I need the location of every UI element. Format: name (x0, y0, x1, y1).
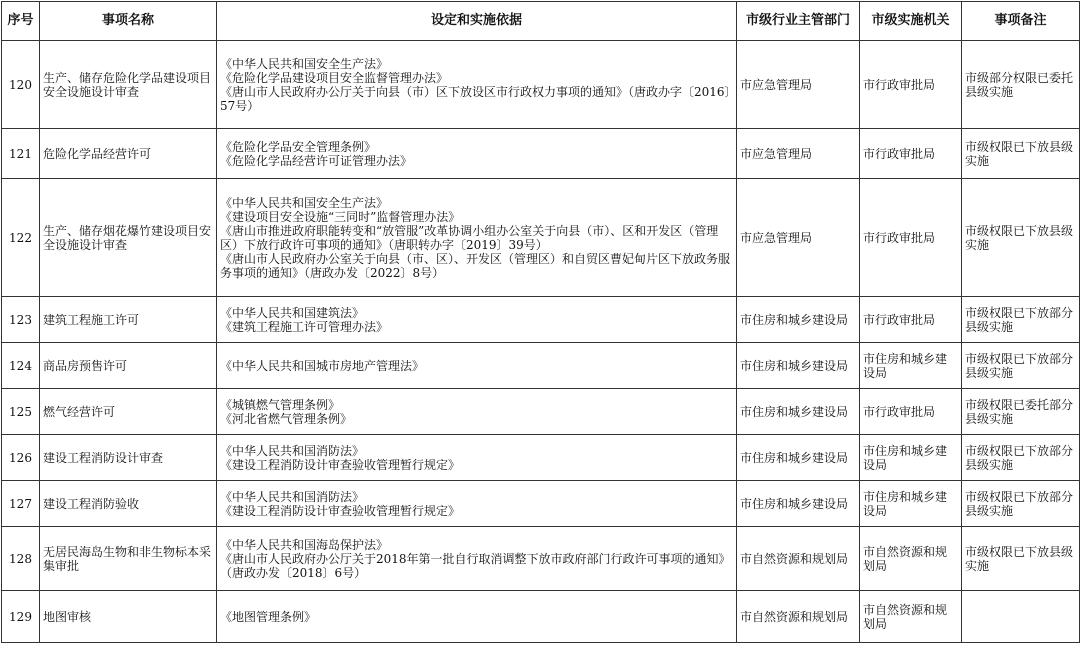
row-dept: 市应急管理局 (737, 129, 860, 179)
header-row (2, 2, 1080, 41)
row-basis (217, 179, 737, 297)
row-seq: 126 (2, 435, 40, 481)
row-agency: 市住房和城乡建设局 (860, 481, 962, 527)
row-note: 市级权限已下放部分县级实施 (962, 297, 1080, 343)
row-dept: 市住房和城乡建设局 (737, 481, 860, 527)
table-row (2, 591, 1080, 643)
row-note (962, 591, 1080, 643)
row-seq: 127 (2, 481, 40, 527)
row-dept: 市应急管理局 (737, 41, 860, 129)
table-row (2, 343, 1080, 389)
basis-line: 《建设项目安全设施“三同时”监督管理办法》 (220, 209, 461, 224)
basis-line: 《唐山市人民政府办公室关于向县（市、区）、开发区（管理区）和自贸区曹妃甸片区下放政务服务事项的通知》（唐政办发〔2022〕8号） (220, 251, 731, 280)
row-note: 市级权限已下放县级实施 (962, 129, 1080, 179)
row-dept: 市自然资源和规划局 (737, 591, 860, 643)
row-seq: 124 (2, 343, 40, 389)
row-basis (217, 389, 737, 435)
basis-line: 《危险化学品经营许可证管理办法》 (220, 153, 413, 168)
row-seq: 122 (2, 179, 40, 297)
row-seq: 128 (2, 527, 40, 591)
basis-line: 《中华人民共和国建筑法》 (220, 305, 365, 320)
row-agency: 市自然资源和规划局 (860, 591, 962, 643)
header-name: 事项名称 (40, 2, 217, 41)
table-body (2, 41, 1080, 643)
basis-line: 《建设工程消防设计审查验收管理暂行规定》 (220, 503, 461, 518)
row-agency: 市行政审批局 (860, 129, 962, 179)
row-dept: 市自然资源和规划局 (737, 527, 860, 591)
row-name: 无居民海岛生物和非生物标本采集审批 (40, 527, 217, 591)
row-name: 地图审核 (40, 591, 217, 643)
basis-line: 《建筑工程施工许可管理办法》 (220, 319, 389, 334)
row-basis (217, 41, 737, 129)
table-row (2, 527, 1080, 591)
row-dept: 市住房和城乡建设局 (737, 435, 860, 481)
basis-line: 《河北省燃气管理条例》 (220, 411, 353, 426)
basis-line: 《地图管理条例》 (220, 609, 317, 624)
row-agency: 市行政审批局 (860, 297, 962, 343)
basis-line: 《中华人民共和国城市房地产管理法》 (220, 358, 425, 373)
basis-line: 《中华人民共和国安全生产法》 (220, 195, 389, 210)
row-basis (217, 297, 737, 343)
basis-line: 《城镇燃气管理条例》 (220, 397, 341, 412)
table-row (2, 41, 1080, 129)
header-agency: 市级实施机关 (860, 2, 962, 41)
row-agency: 市行政审批局 (860, 41, 962, 129)
row-note: 市级权限已下放县级实施 (962, 527, 1080, 591)
row-name: 燃气经营许可 (40, 389, 217, 435)
basis-line: 《危险化学品建设项目安全监督管理办法》 (220, 70, 449, 85)
row-seq: 123 (2, 297, 40, 343)
row-dept: 市应急管理局 (737, 179, 860, 297)
row-name: 生产、储存烟花爆竹建设项目安全设施设计审查 (40, 179, 217, 297)
basis-line: 《唐山市人民政府办公厅关于向县（市）区下放设区市行政权力事项的通知》（唐政办字〔2016〕57号） (220, 84, 731, 113)
table-row (2, 179, 1080, 297)
header-note: 事项备注 (962, 2, 1080, 41)
row-basis (217, 343, 737, 389)
row-name: 建设工程消防验收 (40, 481, 217, 527)
header-dept: 市级行业主管部门 (737, 2, 860, 41)
row-seq: 121 (2, 129, 40, 179)
row-basis (217, 129, 737, 179)
row-name: 建筑工程施工许可 (40, 297, 217, 343)
row-basis (217, 435, 737, 481)
header-seq: 序号 (2, 2, 40, 41)
row-note: 市级权限已下放部分县级实施 (962, 343, 1080, 389)
row-note: 市级权限已下放部分县级实施 (962, 481, 1080, 527)
row-basis (217, 527, 737, 591)
row-agency: 市行政审批局 (860, 179, 962, 297)
row-seq: 125 (2, 389, 40, 435)
table-row (2, 435, 1080, 481)
row-note: 市级权限已委托部分县级实施 (962, 389, 1080, 435)
table-row (2, 481, 1080, 527)
permit-table (1, 1, 1080, 643)
row-note: 市级部分权限已委托县级实施 (962, 41, 1080, 129)
row-agency: 市住房和城乡建设局 (860, 343, 962, 389)
row-agency: 市自然资源和规划局 (860, 527, 962, 591)
table-row (2, 389, 1080, 435)
row-agency: 市住房和城乡建设局 (860, 435, 962, 481)
basis-line: 《中华人民共和国消防法》 (220, 443, 365, 458)
row-name: 商品房预售许可 (40, 343, 217, 389)
row-dept: 市住房和城乡建设局 (737, 343, 860, 389)
basis-line: 《危险化学品安全管理条例》 (220, 139, 377, 154)
row-seq: 120 (2, 41, 40, 129)
table-row (2, 129, 1080, 179)
row-name: 危险化学品经营许可 (40, 129, 217, 179)
basis-line: 《唐山市人民政府办公厅关于2018年第一批自行取消调整下放市政府部门行政许可事项的通知》（唐政办发〔2018〕6号） (220, 551, 731, 580)
row-dept: 市住房和城乡建设局 (737, 389, 860, 435)
basis-line: 《中华人民共和国海岛保护法》 (220, 537, 389, 552)
header-basis: 设定和实施依据 (217, 2, 737, 41)
basis-line: 《中华人民共和国消防法》 (220, 489, 365, 504)
row-seq: 129 (2, 591, 40, 643)
row-agency: 市行政审批局 (860, 389, 962, 435)
basis-line: 《建设工程消防设计审查验收管理暂行规定》 (220, 457, 461, 472)
basis-line: 《中华人民共和国安全生产法》 (220, 56, 389, 71)
row-name: 生产、储存危险化学品建设项目安全设施设计审查 (40, 41, 217, 129)
row-note: 市级权限已下放部分县级实施 (962, 435, 1080, 481)
row-note: 市级权限已下放县级实施 (962, 179, 1080, 297)
row-basis (217, 591, 737, 643)
table-row (2, 297, 1080, 343)
basis-line: 《唐山市推进政府职能转变和“放管服”改革协调小组办公室关于向县（市）、区和开发区（管理区）下放行政许可事项的通知》（唐职转办字〔2019〕39号） (220, 223, 719, 252)
row-dept: 市住房和城乡建设局 (737, 297, 860, 343)
row-basis (217, 481, 737, 527)
row-name: 建设工程消防设计审查 (40, 435, 217, 481)
